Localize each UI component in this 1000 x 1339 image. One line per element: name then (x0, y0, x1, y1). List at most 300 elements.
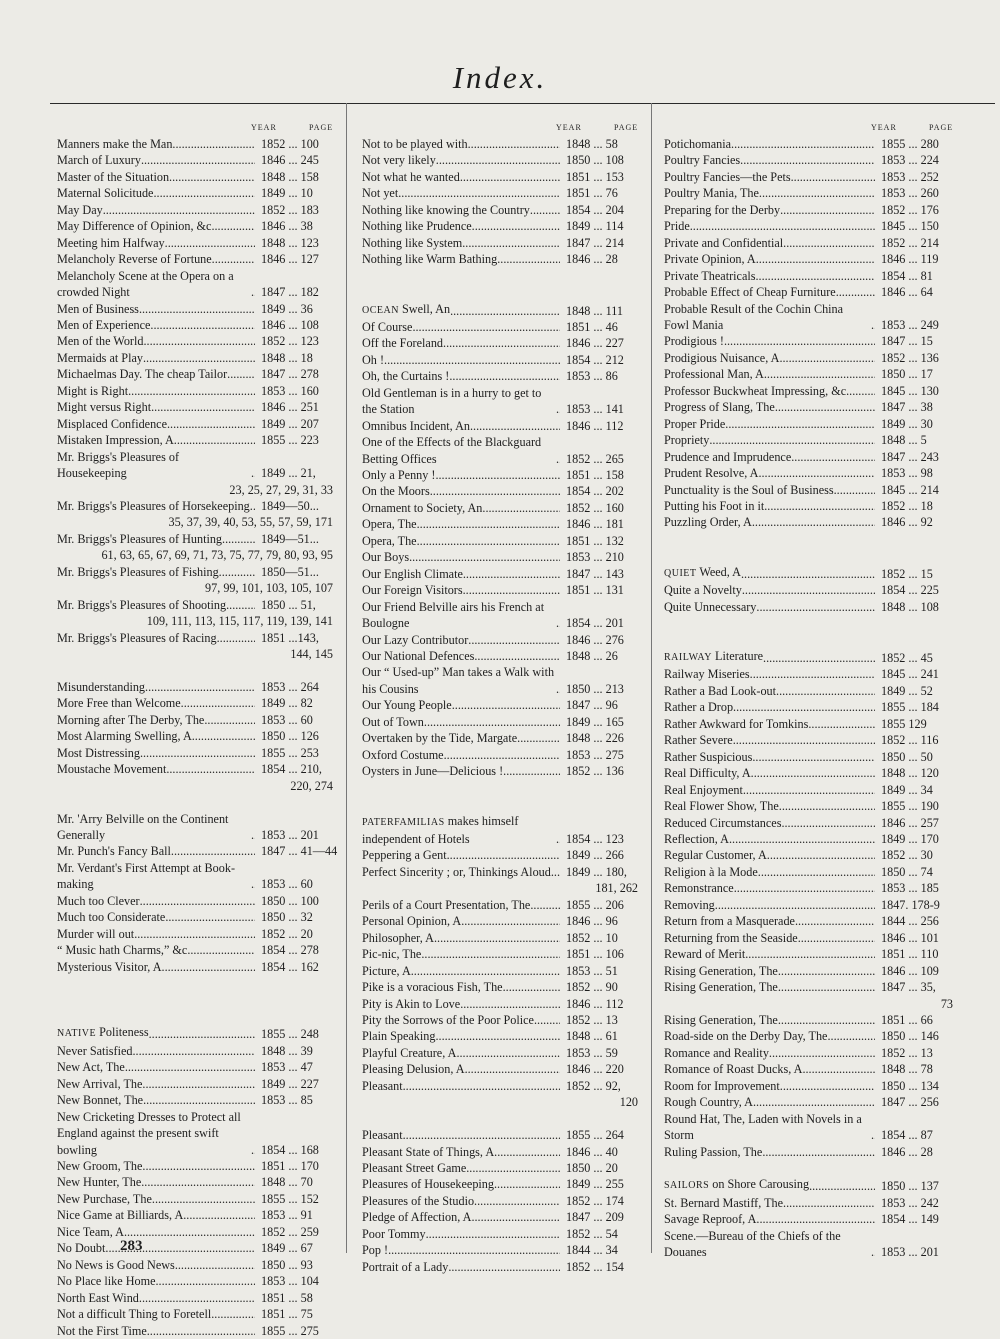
entry-title: Religion à la Mode (664, 864, 758, 879)
entry-reference: 1852 ... 154 (566, 1259, 624, 1274)
dot-leader (171, 843, 255, 859)
entry-reference: 1848 ... 61 (566, 1029, 618, 1044)
dot-leader (152, 1191, 255, 1207)
entry-reference: 1849 ... 67 (261, 1241, 313, 1256)
entry-reference: 1846 ... 96 (566, 914, 618, 929)
dot-leader (530, 202, 560, 218)
entry-label (57, 317, 255, 333)
entry-reference: 1849 ... 255 (566, 1177, 624, 1192)
index-entry (362, 996, 638, 1012)
entry-reference: 1848 ... 123 (261, 235, 319, 250)
entry-reference: 1848 ... 58 (566, 137, 618, 151)
entry-label (362, 996, 560, 1012)
index-entry (664, 432, 953, 448)
dot-leader (762, 1144, 875, 1160)
index-entry (57, 811, 333, 844)
entry-label (664, 582, 875, 598)
entry-continuation: 23, 25, 27, 29, 31, 33 (229, 482, 333, 497)
index-entry (57, 745, 333, 761)
entry-title: Mr. Briggs's Pleasures of Fishing (57, 564, 219, 579)
entry-label (362, 1078, 560, 1094)
dot-leader (780, 1078, 875, 1094)
entry-reference: 1853 ... 141 (566, 402, 624, 417)
entry-title: Picture, A (362, 963, 411, 978)
entry-reference: 1849—51... (261, 531, 319, 546)
dot-leader (426, 1226, 560, 1242)
index-entry (362, 664, 638, 697)
dot-leader (175, 1257, 255, 1273)
entry-reference: 1855 ... 223 (261, 433, 319, 448)
entry-reference: 1849 ... 165 (566, 714, 624, 729)
index-entry (362, 169, 638, 185)
entry-label (362, 1160, 560, 1176)
entry-reference: 1852 ... 176 (881, 202, 939, 217)
dot-leader (141, 1174, 255, 1190)
dot-leader (417, 516, 560, 532)
dot-leader (465, 1061, 560, 1077)
entry-title: Pleasant (362, 1128, 403, 1143)
entry-label (57, 745, 255, 761)
dot-leader (733, 699, 875, 715)
entry-label (362, 385, 560, 418)
index-entry (664, 416, 953, 432)
section-gap (362, 1111, 638, 1127)
entry-label (362, 202, 560, 218)
entry-label (362, 963, 560, 979)
entry-label (57, 1306, 255, 1322)
entry-reference: 1849 ... 36 (261, 301, 313, 316)
entry-title: Private Opinion, A (664, 252, 756, 267)
entry-label (57, 1273, 255, 1289)
index-entry (57, 1043, 333, 1059)
entry-title: Men of the World (57, 334, 144, 349)
entry-label (664, 564, 875, 582)
entry-reference: 1846 ... 40 (566, 1144, 618, 1159)
entry-reference: 1845 ... 241 (881, 667, 939, 682)
entry-reference: 1847 ... 15 (881, 334, 933, 349)
index-entry (362, 418, 638, 434)
dot-leader (150, 317, 255, 333)
entry-label (362, 632, 560, 648)
entry-reference: 1847 ... 182 (261, 285, 319, 300)
entry-label (362, 301, 560, 319)
entry-title: Mr. Briggs's Pleasures of Housekeeping (57, 449, 180, 481)
column-header (362, 120, 638, 136)
entry-reference: 1847 ... 243 (881, 449, 939, 464)
entry-label (57, 350, 255, 366)
index-entry (664, 1045, 953, 1061)
index-entry (664, 666, 953, 682)
entry-label (362, 549, 560, 565)
entry-title: Preparing for the Derby (664, 202, 781, 217)
entry-label (362, 251, 560, 267)
entry-title: Opera, The (362, 533, 417, 548)
entry-title: Poultry Mania, The (664, 186, 759, 201)
entry-title: Mermaids at Play (57, 350, 143, 365)
index-entry (57, 383, 333, 399)
entry-title: NATIVE Politeness (57, 1025, 149, 1040)
dot-leader (779, 798, 875, 814)
entry-title: Misunderstanding (57, 679, 146, 694)
entry-title: Rather Severe (664, 733, 733, 748)
entry-title: Scene.—Bureau of the Chiefs of the Douanes (664, 1228, 841, 1260)
dot-leader (764, 498, 875, 514)
index-entry (664, 880, 953, 896)
entry-reference: 1852 ... 100 (261, 137, 319, 151)
index-entry (362, 319, 638, 335)
dot-leader (791, 169, 875, 185)
entry-label (362, 897, 560, 913)
index-entry (57, 169, 333, 185)
index-entry (664, 169, 953, 185)
entry-label (362, 1209, 560, 1225)
index-column-2 (362, 120, 638, 1275)
entry-label (664, 498, 875, 514)
entry-title: Our English Climate (362, 566, 463, 581)
entry-title: Prodigious ! (664, 334, 724, 349)
dot-leader (733, 732, 875, 748)
dot-leader (778, 963, 875, 979)
entry-reference: 1851 ... 153 (566, 169, 624, 184)
entry-label (57, 136, 255, 152)
entry-title: SAILORS on Shore Carousing (664, 1177, 810, 1192)
entry-reference: 1849 ... 114 (566, 219, 624, 234)
dot-leader (456, 1045, 560, 1061)
entry-title: Our Young People (362, 698, 452, 713)
entry-title: New Groom, The (57, 1159, 143, 1174)
index-entry (57, 597, 333, 613)
index-entry (664, 1012, 953, 1028)
entry-title: Reward of Merit (664, 947, 746, 962)
entry-title: Regular Customer, A (664, 848, 767, 863)
entry-label (362, 1127, 560, 1143)
dot-leader (783, 1195, 875, 1211)
entry-reference: 1849 ... 10 (261, 186, 313, 201)
entry-label (57, 1290, 255, 1306)
index-entry (57, 498, 333, 514)
entry-label (664, 284, 875, 300)
entry-reference: 1846 ... 245 (261, 153, 319, 168)
index-entry (664, 847, 953, 863)
index-entry (57, 942, 333, 958)
entry-label (664, 333, 875, 349)
dot-leader (767, 847, 875, 863)
dot-leader (778, 1012, 875, 1028)
dot-leader (187, 942, 255, 958)
dot-leader (724, 333, 875, 349)
section-gap (57, 975, 333, 991)
dot-leader (172, 136, 255, 152)
entry-reference: 1852 ... 123 (261, 334, 319, 349)
entry-label (57, 1257, 255, 1273)
entry-reference: 1849 ... 180, (566, 864, 627, 879)
entry-label (664, 1228, 875, 1261)
entry-reference: 1849 ... 266 (566, 848, 624, 863)
entry-reference: 1853 ... 98 (881, 466, 933, 481)
entry-label (664, 648, 875, 666)
entry-reference: 1849 ... 34 (881, 782, 933, 797)
entry-reference: 1850 ... 93 (261, 1257, 313, 1272)
entry-label (664, 699, 875, 715)
index-entry (57, 366, 333, 382)
entry-label (664, 864, 875, 880)
entry-label (664, 732, 875, 748)
dot-leader (219, 564, 255, 580)
entry-label (362, 664, 560, 697)
index-entry (362, 730, 638, 746)
dot-leader (132, 1043, 255, 1059)
year-header: YEAR (556, 123, 582, 132)
dot-leader (140, 745, 255, 761)
index-entry (362, 368, 638, 384)
entry-label (664, 350, 875, 366)
entry-label (57, 1092, 255, 1108)
entry-reference: 1853 ... 264 (261, 679, 319, 694)
index-entry (362, 467, 638, 483)
index-entry (362, 1242, 638, 1258)
section-gap (362, 268, 638, 284)
dot-leader (734, 880, 875, 896)
index-entry (362, 1259, 638, 1275)
dot-leader (751, 765, 875, 781)
entry-title: Pleasing Delusion, A (362, 1062, 465, 1077)
dot-leader (141, 152, 255, 168)
index-entry (664, 399, 953, 415)
index-entry (57, 1240, 333, 1256)
entry-reference: 1853 ... 252 (881, 169, 939, 184)
index-entry (57, 333, 333, 349)
entry-label (57, 531, 255, 547)
entry-reference: 1855 ... 248 (261, 1027, 319, 1042)
index-entry (664, 333, 953, 349)
dot-leader (808, 716, 875, 732)
entry-title: Our Boys (362, 550, 410, 565)
entry-label (57, 202, 255, 218)
dot-leader (834, 482, 875, 498)
entry-label (664, 1111, 875, 1144)
column-divider-2 (651, 103, 652, 1253)
index-entry (362, 1061, 638, 1077)
dot-leader (403, 1078, 560, 1094)
dot-leader (778, 979, 875, 995)
index-entry (57, 1273, 333, 1289)
entry-title: Nothing like Warm Bathing (362, 252, 498, 267)
entry-label (664, 847, 875, 863)
dot-leader (143, 333, 255, 349)
index-entry (664, 599, 953, 615)
index-entry (362, 763, 638, 779)
entry-label (362, 335, 560, 351)
entry-title: Not the First Time (57, 1323, 147, 1338)
entry-reference: 1853 ... 160 (261, 383, 319, 398)
entry-reference: 1851 ... 106 (566, 947, 624, 962)
entry-title: Much too Clever (57, 893, 140, 908)
index-entry (362, 434, 638, 467)
entry-reference: 1847. 178-9 (881, 897, 940, 912)
entry-title: Pic-nic, The (362, 947, 422, 962)
entry-title: Putting his Foot in it (664, 498, 765, 513)
entry-label (57, 909, 255, 925)
page-number: 283 (120, 1238, 143, 1254)
entry-label (57, 218, 255, 234)
entry-reference: 1852 ... 214 (881, 235, 939, 250)
entry-title: Pledge of Affection, A (362, 1210, 472, 1225)
dot-leader (403, 1127, 560, 1143)
entry-title: Oysters in June—Delicious ! (362, 764, 504, 779)
entry-title: Railway Miseries (664, 667, 750, 682)
dot-leader (503, 979, 560, 995)
entry-reference: 1853 ... 86 (566, 369, 618, 384)
dot-leader (142, 1076, 255, 1092)
index-entry (57, 926, 333, 942)
dot-leader (215, 218, 256, 234)
index-entry (362, 352, 638, 368)
dot-leader (183, 1207, 255, 1223)
year-header: YEAR (871, 123, 897, 132)
entry-reference: 1849 ... 21, (261, 466, 316, 481)
dot-leader (181, 695, 255, 711)
entry-label (57, 268, 255, 301)
entry-title: Rough Country, A (664, 1095, 753, 1110)
entry-label (664, 666, 875, 682)
entry-label (57, 1043, 255, 1059)
entry-label (664, 880, 875, 896)
entry-reference: 1852 ... 183 (261, 202, 319, 217)
entry-label (362, 418, 560, 434)
dot-leader (752, 749, 875, 765)
dot-leader (769, 1045, 875, 1061)
entry-label (362, 533, 560, 549)
entry-label (362, 185, 560, 201)
entry-reference: 1850 ... 108 (566, 153, 624, 168)
dot-leader (226, 597, 255, 613)
entry-label (664, 1045, 875, 1061)
index-entry (664, 251, 953, 267)
entry-title: Playful Creature, A (362, 1045, 457, 1060)
entry-title: “ Music hath Charms,” &c (57, 943, 188, 958)
entry-label (362, 599, 560, 632)
entry-label (664, 782, 875, 798)
dot-leader (791, 449, 875, 465)
entry-title: Nice Game at Billiards, A (57, 1208, 184, 1223)
entry-reference: 1852 ... 160 (566, 500, 624, 515)
entry-label (664, 815, 875, 831)
index-entry (664, 979, 953, 995)
entry-title: Misplaced Confidence (57, 416, 167, 431)
entry-label (664, 716, 875, 732)
section-gap (664, 615, 953, 631)
dot-leader (731, 136, 875, 152)
entry-reference: 1851 ... 132 (566, 533, 624, 548)
dot-leader (795, 913, 875, 929)
entry-title: Portrait of a Lady (362, 1259, 449, 1274)
entry-reference: 1846 ... 109 (881, 963, 939, 978)
entry-label (362, 467, 560, 483)
entry-reference: 1854 ... 81 (881, 268, 933, 283)
index-entry (664, 1211, 953, 1227)
entry-label (57, 169, 255, 185)
dot-leader (165, 909, 255, 925)
entry-reference: 1851 ... 46 (566, 319, 618, 334)
index-entry (57, 531, 333, 547)
entry-label (664, 963, 875, 979)
index-entry (664, 946, 953, 962)
dot-leader (460, 996, 560, 1012)
entry-title: Quite a Novelty (664, 583, 742, 598)
index-entry (362, 1045, 638, 1061)
entry-reference: 1848 ... 78 (881, 1062, 933, 1077)
entry-title: Return from a Masquerade (664, 914, 795, 929)
entry-label (362, 930, 560, 946)
entry-title: Out of Town (362, 714, 424, 729)
index-entry (664, 514, 953, 530)
entry-title: Private and Confidential (664, 235, 784, 250)
entry-reference: 1851 ... 110 (881, 947, 939, 962)
dot-leader (466, 1160, 560, 1176)
entry-title: New Cricketing Dresses to Protect all England against the present swift bowling (57, 1109, 241, 1157)
entry-reference: 1852 ... 92, (566, 1078, 621, 1093)
dot-leader (463, 566, 560, 582)
title-rule (50, 103, 995, 104)
entry-reference: 1846 ... 38 (261, 219, 313, 234)
dot-leader (167, 416, 255, 432)
index-entry (664, 930, 953, 946)
dot-leader (494, 1176, 560, 1192)
index-entry (57, 564, 333, 580)
index-entry (362, 582, 638, 598)
entry-title: Remonstrance (664, 881, 734, 896)
entry-label (362, 913, 560, 929)
dot-leader (435, 1028, 560, 1044)
entry-reference: 1847 ... 96 (566, 698, 618, 713)
dot-leader (755, 268, 875, 284)
entry-title: Nothing like knowing the Country (362, 202, 530, 217)
entry-reference: 1853 ... 60 (261, 712, 313, 727)
index-entry (664, 136, 953, 152)
entry-reference: 1850 ... 74 (881, 864, 933, 879)
entry-reference: 1846 ... 112 (566, 418, 624, 433)
entry-title: Mysterious Visitor, A (57, 959, 162, 974)
entry-label (57, 1191, 255, 1207)
dot-leader (551, 864, 560, 880)
entry-reference: 1855 ... 275 (261, 1323, 319, 1338)
dot-leader (474, 648, 560, 664)
dot-leader (750, 666, 875, 682)
entry-label (57, 860, 255, 893)
entry-continuation: 120 (619, 1095, 638, 1110)
entry-title: Men of Business (57, 301, 139, 316)
index-entry (664, 648, 953, 666)
entry-label (57, 399, 255, 415)
entry-title: New Purchase, The (57, 1191, 152, 1206)
entry-continuation: 181, 262 (595, 881, 638, 896)
index-entry (57, 1059, 333, 1075)
entry-label (362, 218, 560, 234)
entry-label (362, 136, 560, 152)
entry-title: Punctuality is the Soul of Business (664, 482, 834, 497)
dot-leader (128, 383, 255, 399)
entry-reference: 1850 ... 20 (566, 1161, 618, 1176)
entry-reference: 1847 ... 214 (566, 235, 624, 250)
entry-title: Of Course (362, 319, 413, 334)
entry-reference: 1855 129 (881, 716, 927, 731)
entry-label (664, 599, 875, 615)
index-entry (57, 416, 333, 432)
entry-title: OCEAN Swell, An (362, 301, 451, 316)
entry-reference: 1854 ... 204 (566, 202, 624, 217)
entry-title: Pride (664, 219, 690, 234)
index-entry (57, 1290, 333, 1306)
